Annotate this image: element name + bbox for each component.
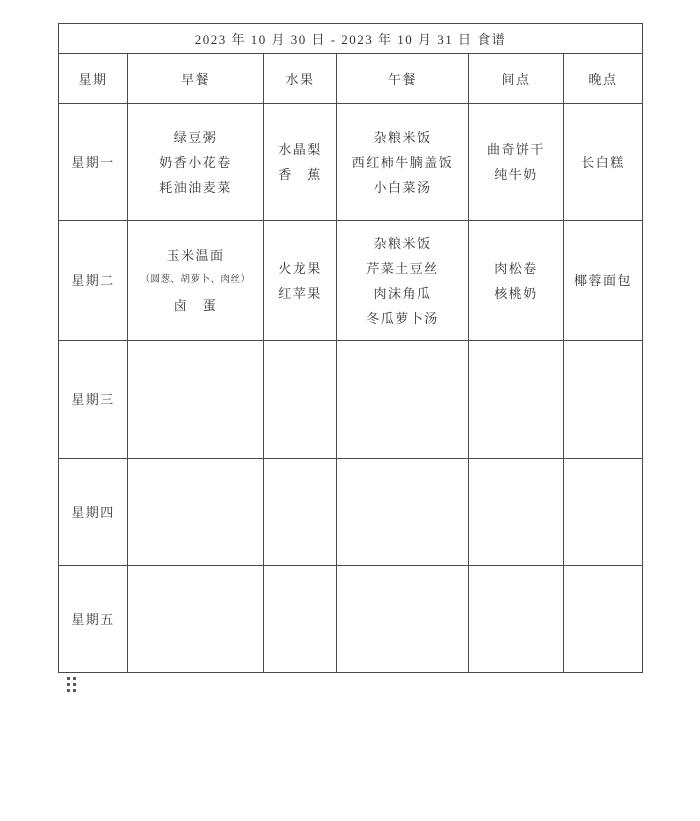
menu-item: 核桃奶 [494,285,538,301]
breakfast-cell[interactable] [128,104,264,221]
lunch-cell[interactable] [337,459,469,566]
menu-item: 杂粮米饭 [373,235,432,251]
menu-item: 曲奇饼干 [486,142,545,157]
title-row [59,24,643,54]
snack-cell[interactable] [469,459,564,566]
menu-item: 绿豆粥 [173,129,218,145]
menu-item: 小白菜汤 [373,179,432,195]
snack-cell[interactable] [469,341,564,459]
menu-item: 卤 蛋 [173,298,218,313]
fruit-cell[interactable] [264,104,337,221]
day-label: 星期三 [71,392,115,407]
snack-cell[interactable] [469,221,564,341]
day-label: 星期一 [71,154,115,170]
row-wednesday [59,341,643,459]
breakfast-cell[interactable] [128,221,264,341]
menu-item: 纯牛奶 [494,167,538,182]
menu-item: 水晶梨 [278,142,322,157]
menu-item: 肉沫角瓜 [373,285,432,301]
menu-item: 椰蓉面包 [574,273,633,288]
snack-cell[interactable] [469,566,564,673]
menu-table [58,23,643,673]
header-lunch[interactable]: 午餐 [337,54,469,104]
supper-cell[interactable] [564,566,643,673]
menu-item: 火龙果 [278,260,322,276]
supper-cell[interactable] [564,221,643,341]
day-cell[interactable] [59,566,128,673]
lunch-cell[interactable] [337,566,469,673]
fruit-cell[interactable] [264,221,337,341]
table-title[interactable]: 2023 年 10 月 30 日 - 2023 年 10 月 31 日 食谱 [59,24,643,54]
breakfast-cell[interactable] [128,459,264,566]
supper-cell[interactable] [564,104,643,221]
fruit-cell[interactable] [264,566,337,673]
supper-cell[interactable] [564,459,643,566]
header-breakfast[interactable]: 早餐 [128,54,264,104]
header-supper[interactable]: 晚点 [564,54,643,104]
handle-dot [73,677,76,680]
lunch-cell[interactable] [337,104,469,221]
menu-item: 芹菜土豆丝 [366,260,439,276]
header-weekday[interactable]: 星期 [59,54,128,104]
handle-dot [67,689,70,692]
menu-item: 奶香小花卷 [159,154,232,170]
day-cell[interactable] [59,104,128,221]
menu-item: 玉米温面 [166,248,225,263]
handle-dot [73,683,76,686]
header-row [59,54,643,104]
table-resize-handle-icon[interactable] [67,677,76,692]
menu-item: 耗油油麦菜 [159,179,232,195]
menu-item: 杂粮米饭 [373,129,432,145]
fruit-cell[interactable] [264,459,337,566]
menu-item: 长白糕 [581,154,625,170]
menu-item: 肉松卷 [494,260,538,276]
row-tuesday [59,221,643,341]
breakfast-cell[interactable] [128,566,264,673]
header-snack[interactable]: 间点 [469,54,564,104]
lunch-cell[interactable] [337,221,469,341]
menu-item: 香 蕉 [278,167,322,182]
menu-item: 红苹果 [278,285,322,301]
day-cell[interactable] [59,221,128,341]
row-friday [59,566,643,673]
row-monday [59,104,643,221]
menu-item: 西红柿牛腩盖饭 [351,154,454,170]
day-cell[interactable] [59,459,128,566]
fruit-cell[interactable] [264,341,337,459]
lunch-cell[interactable] [337,341,469,459]
snack-cell[interactable] [469,104,564,221]
handle-dot [67,683,70,686]
day-label: 星期二 [71,273,115,288]
row-thursday [59,459,643,566]
menu-item: 冬瓜萝卜汤 [366,310,439,326]
supper-cell[interactable] [564,341,643,459]
breakfast-cell[interactable] [128,341,264,459]
day-label: 星期四 [71,504,115,520]
header-fruit[interactable]: 水果 [264,54,337,104]
day-label: 星期五 [71,611,115,627]
menu-item-note: （圆葱、胡萝卜、肉丝） [140,275,251,285]
handle-dot [67,677,70,680]
handle-dot [73,689,76,692]
day-cell[interactable] [59,341,128,459]
